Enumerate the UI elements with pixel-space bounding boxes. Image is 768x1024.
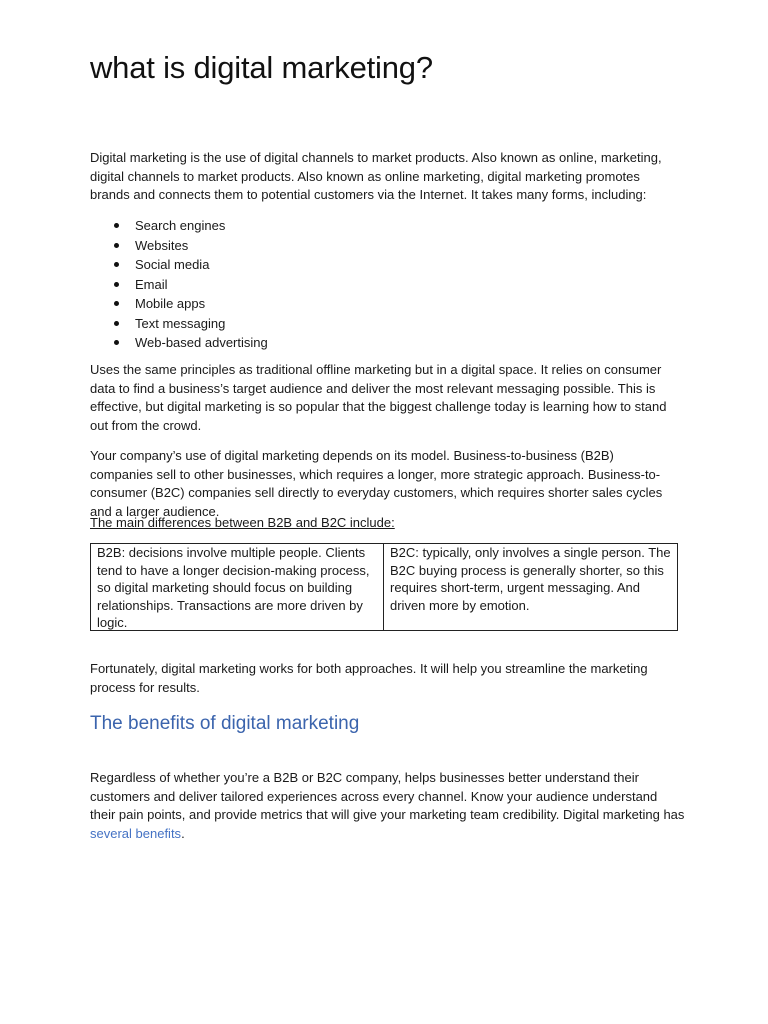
benefits-end: . (181, 825, 185, 841)
bullet-icon (114, 243, 119, 248)
list-item (90, 294, 268, 314)
forms-list (90, 216, 268, 353)
list-item (90, 275, 268, 295)
benefits-text: Regardless of whether you’re a B2B or B2C company, helps businesses better understand their customers and deliver tailored experiences across every channel. Know your audience understand their pain points, and provide metrics that will give your marketing team credibility. Digital marketing has (90, 770, 685, 823)
b2b-b2c-table (90, 543, 678, 631)
table-caption: The main differences between B2B and B2C include: (90, 515, 395, 530)
benefits-paragraph (90, 769, 686, 843)
bullet-icon (114, 262, 119, 267)
page-title: what is digital marketing? (90, 50, 433, 85)
list-item-label: Web-based advertising (135, 335, 268, 350)
benefits-heading: The benefits of digital marketing (90, 713, 360, 734)
bullet-icon (114, 282, 119, 287)
model-paragraph: Your company’s use of digital marketing depends on its model. Business-to-business (B2B) companies sell to other businesses, which requires a longer, more strategic approach. Business-to-consumer (B2C) companies sell directly to everyday customers, which requires shorter sales cycles and a larger audience. (90, 448, 663, 519)
bullet-icon (114, 301, 119, 306)
list-item-label: Mobile apps (135, 296, 206, 311)
list-item (90, 333, 268, 353)
intro-paragraph: Digital marketing is the use of digital channels to market products. Also known as online, marketing, digital channels to market products. Also known as online marketing, digital marketing promotes brands and connects them to potential customers via the Internet. It takes many forms, including: (90, 150, 662, 203)
list-item (90, 255, 268, 275)
list-item (90, 314, 268, 334)
principles-paragraph: Uses the same principles as traditional offline marketing but in a digital space. It relies on consumer data to find a business’s target audience and deliver the most relevant messaging possible. This is effective, but digital marketing is so popular that the biggest challenge today is learning how to stand out from the crowd. (90, 362, 667, 433)
list-item-label: Websites (135, 237, 189, 253)
list-item (90, 236, 268, 256)
fortunately-paragraph: Fortunately, digital marketing works for both approaches. It will help you streamline the marketing process for results. (90, 661, 648, 695)
list-item (90, 216, 268, 236)
bullet-icon (114, 340, 119, 345)
bullet-icon (114, 321, 119, 326)
several-benefits-link[interactable]: several benefits (90, 825, 182, 841)
list-item-label: Search engines (135, 218, 226, 233)
bullet-icon (114, 223, 119, 228)
list-item-label: Email (135, 276, 168, 292)
b2c-cell: B2C: typically, only involves a single person. The B2C buying process is generally shorter, so this requires short-term, urgent messaging. And driven more by emotion. (390, 545, 671, 613)
list-item-label: Social media (135, 257, 210, 272)
b2b-cell: B2B: decisions involve multiple people. Clients tend to have a longer decision-making process, so digital marketing should focus on building relationships. Transactions are more driven by logic. (91, 544, 384, 630)
list-item-label: Text messaging (135, 315, 226, 331)
